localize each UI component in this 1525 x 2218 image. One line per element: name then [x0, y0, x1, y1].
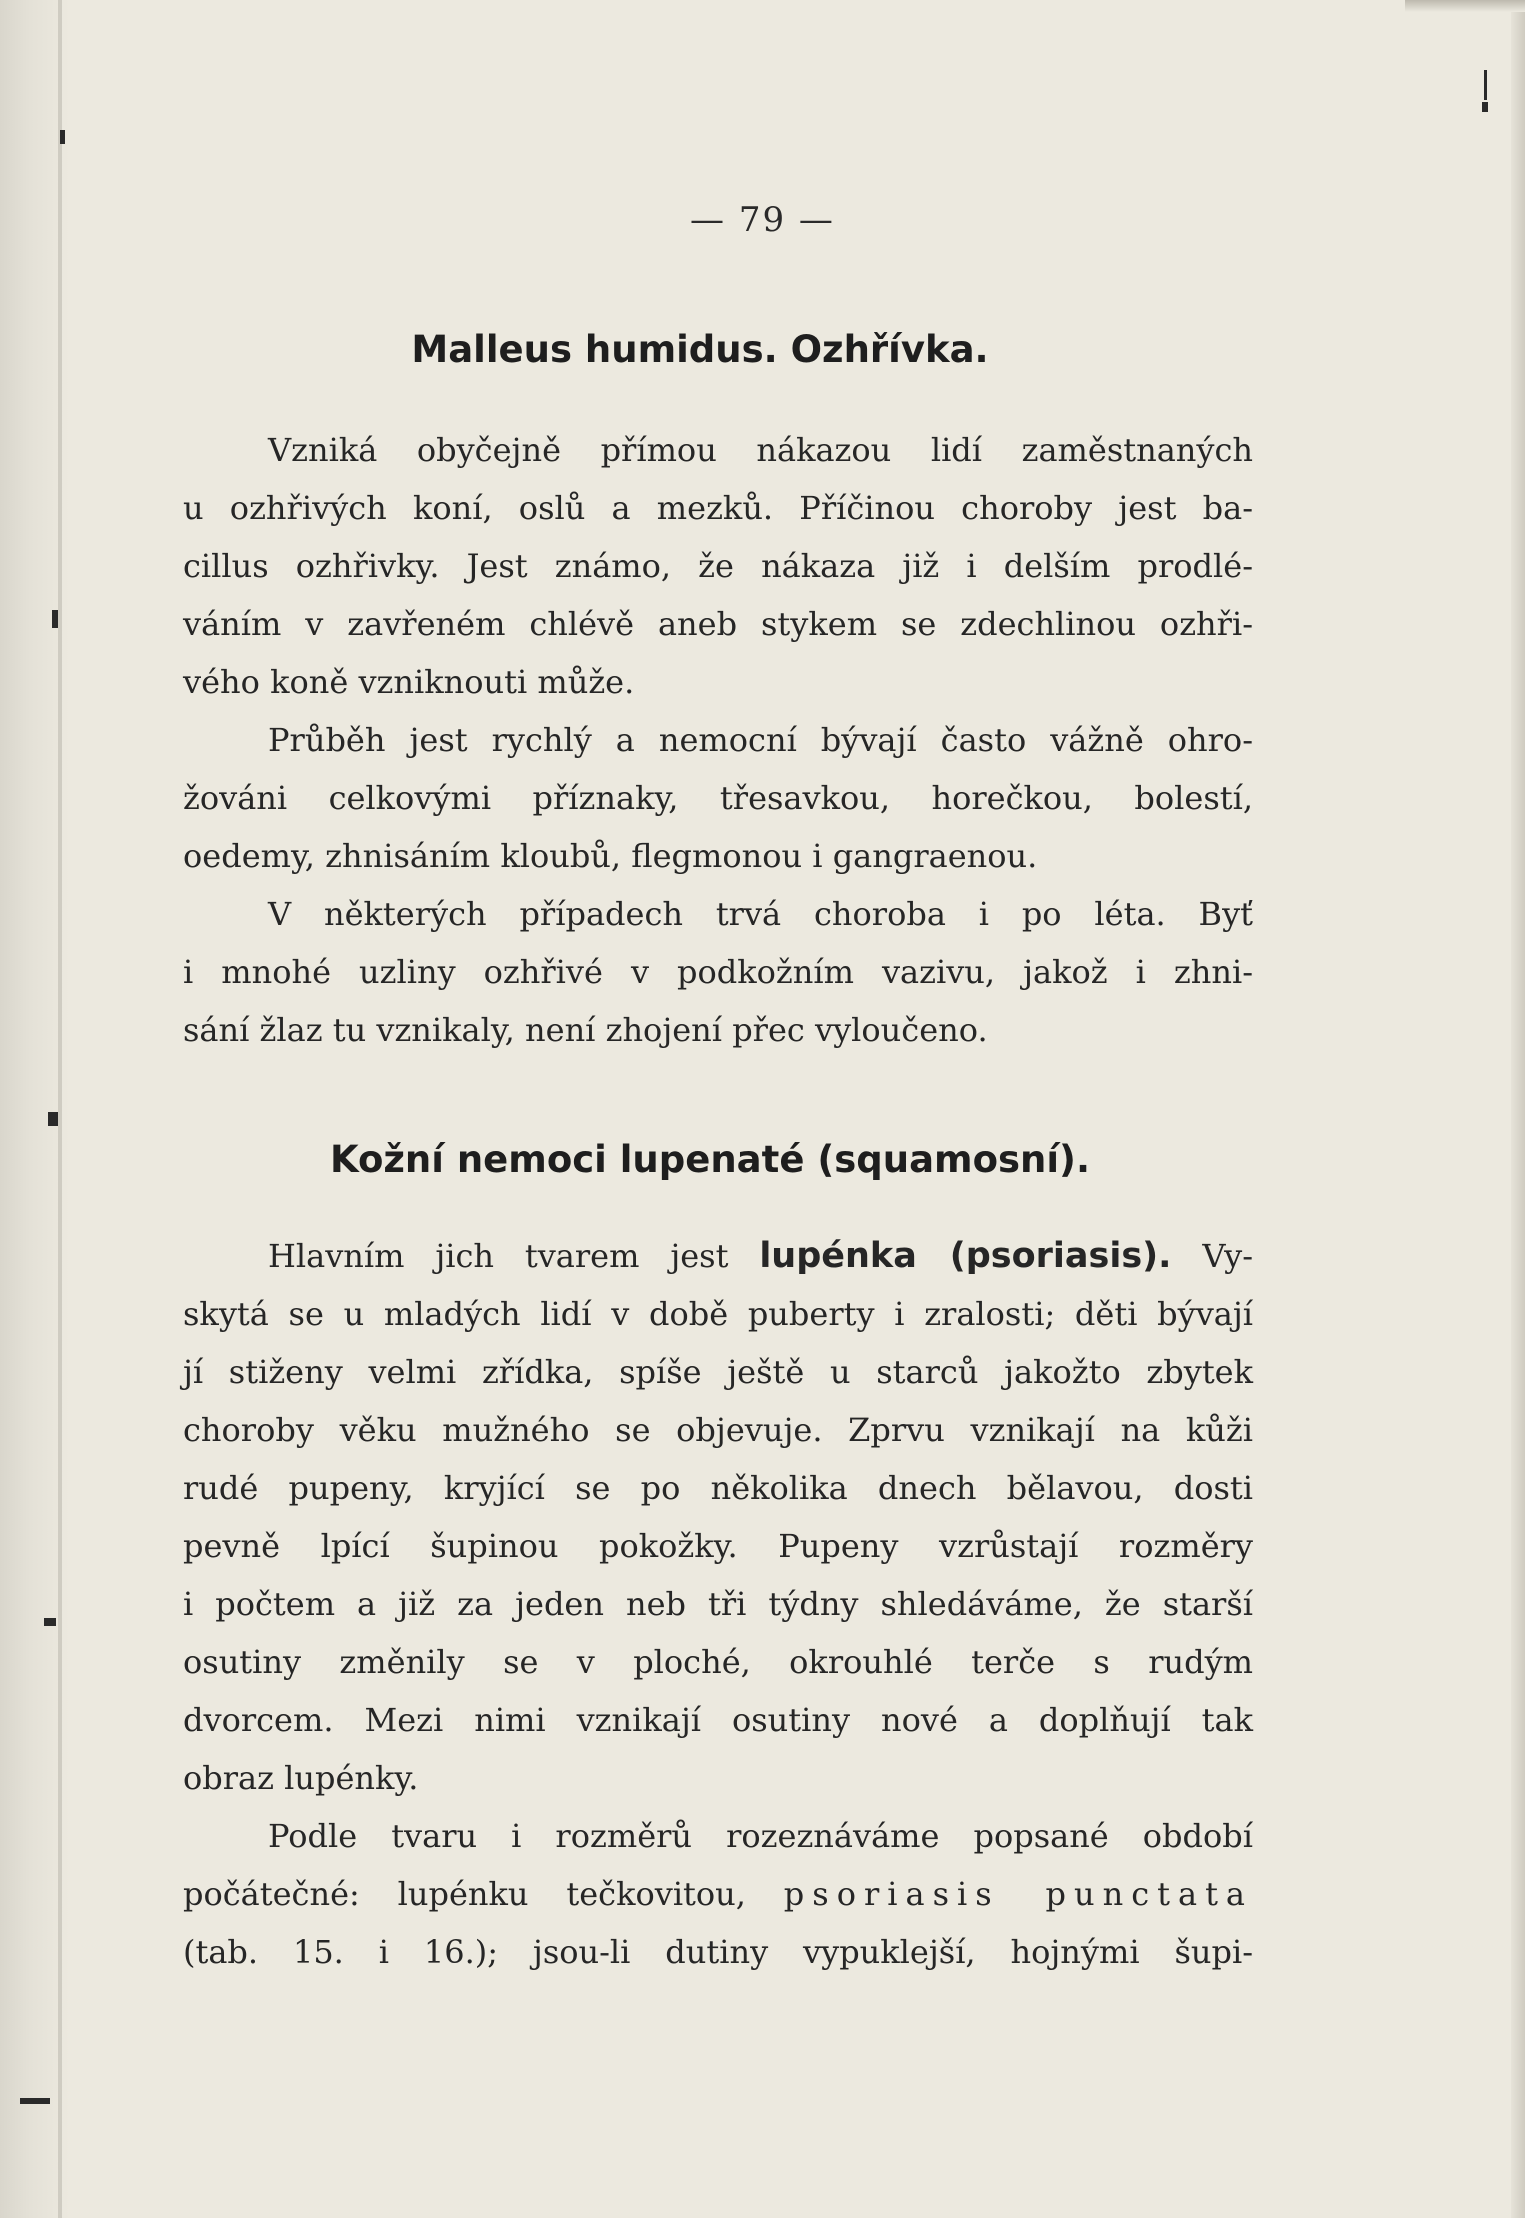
scan-mark [20, 2098, 50, 2104]
scan-mark [44, 1618, 56, 1626]
text-line: cillus ozhřivky. Jest známo, že nákaza již i delším prodlé- [183, 547, 1253, 585]
scan-mark [1482, 102, 1488, 112]
text-line-first [268, 1236, 1253, 1276]
scan-mark [1484, 70, 1487, 100]
text-segment: Vy- [1202, 1237, 1254, 1275]
text-line: pevně lpící šupinou pokožky. Pupeny vzrůstají rozměry [183, 1527, 1253, 1565]
scan-mark [48, 1112, 58, 1126]
text-line: dvorcem. Mezi nimi vznikají osutiny nové a doplňují tak [183, 1701, 1253, 1739]
scan-mark [60, 130, 65, 144]
text-line: Podle tvaru i rozměrů rozeznáváme popsané období [268, 1817, 1253, 1855]
section-heading-malleus: Malleus humidus. Ozhřívka. [411, 328, 989, 371]
text-segment: Hlavním jich tvarem jest [268, 1237, 729, 1275]
text-line: vého koně vzniknouti může. [183, 663, 635, 701]
text-line: rudé pupeny, kryjící se po několika dnech bělavou, dosti [183, 1469, 1253, 1507]
text-line: i mnohé uzliny ozhřivé v podkožním vazivu, jakož i zhni- [183, 953, 1253, 991]
text-line: sání žlaz tu vznikaly, není zhojení přec vyloučeno. [183, 1011, 988, 1049]
text-line: žováni celkovými příznaky, třesavkou, horečkou, bolestí, [183, 779, 1253, 817]
text-line: (tab. 15. i 16.); jsou-li dutiny vypuklejší, hojnými šupi- [183, 1933, 1253, 1971]
term-psoriasis-punctata: psoriasis punctata [783, 1875, 1253, 1913]
page-number: — 79 — [690, 200, 835, 240]
section-heading-kozni-nemoci: Kožní nemoci lupenaté (squamosní). [329, 1138, 1091, 1181]
text-segment: počátečné: lupénku tečkovitou, [183, 1875, 746, 1913]
text-line: Průběh jest rychlý a nemocní bývají často vážně ohro- [268, 721, 1253, 759]
text-line-spaced [183, 1874, 1253, 1914]
text-line: i počtem a již za jeden neb tři týdny shledáváme, že starší [183, 1585, 1253, 1623]
text-line: u ozhřivých koní, oslů a mezků. Příčinou choroby jest ba- [183, 489, 1253, 527]
text-line: V některých případech trvá choroba i po léta. Byť [268, 895, 1253, 933]
right-page-edge [1511, 0, 1525, 2218]
term-psoriasis: lupénka (psoriasis). [759, 1236, 1172, 1276]
text-line: jí stiženy velmi zřídka, spíše ještě u starců jakožto zbytek [183, 1353, 1253, 1391]
scan-mark [52, 610, 58, 628]
text-line: Vzniká obyčejně přímou nákazou lidí zaměstnaných [268, 431, 1253, 469]
text-line: oedemy, zhnisáním kloubů, flegmonou i gangraenou. [183, 837, 1038, 875]
text-line: osutiny změnily se v ploché, okrouhlé terče s rudým [183, 1643, 1253, 1681]
text-line: skytá se u mladých lidí v době puberty i zralosti; děti bývají [183, 1295, 1253, 1333]
top-page-edge [1405, 0, 1525, 12]
text-line: choroby věku mužného se objevuje. Zprvu vznikají na kůži [183, 1411, 1253, 1449]
text-line: obraz lupénky. [183, 1759, 419, 1797]
text-line: váním v zavřeném chlévě aneb stykem se zdechlinou ozhři- [183, 605, 1253, 643]
